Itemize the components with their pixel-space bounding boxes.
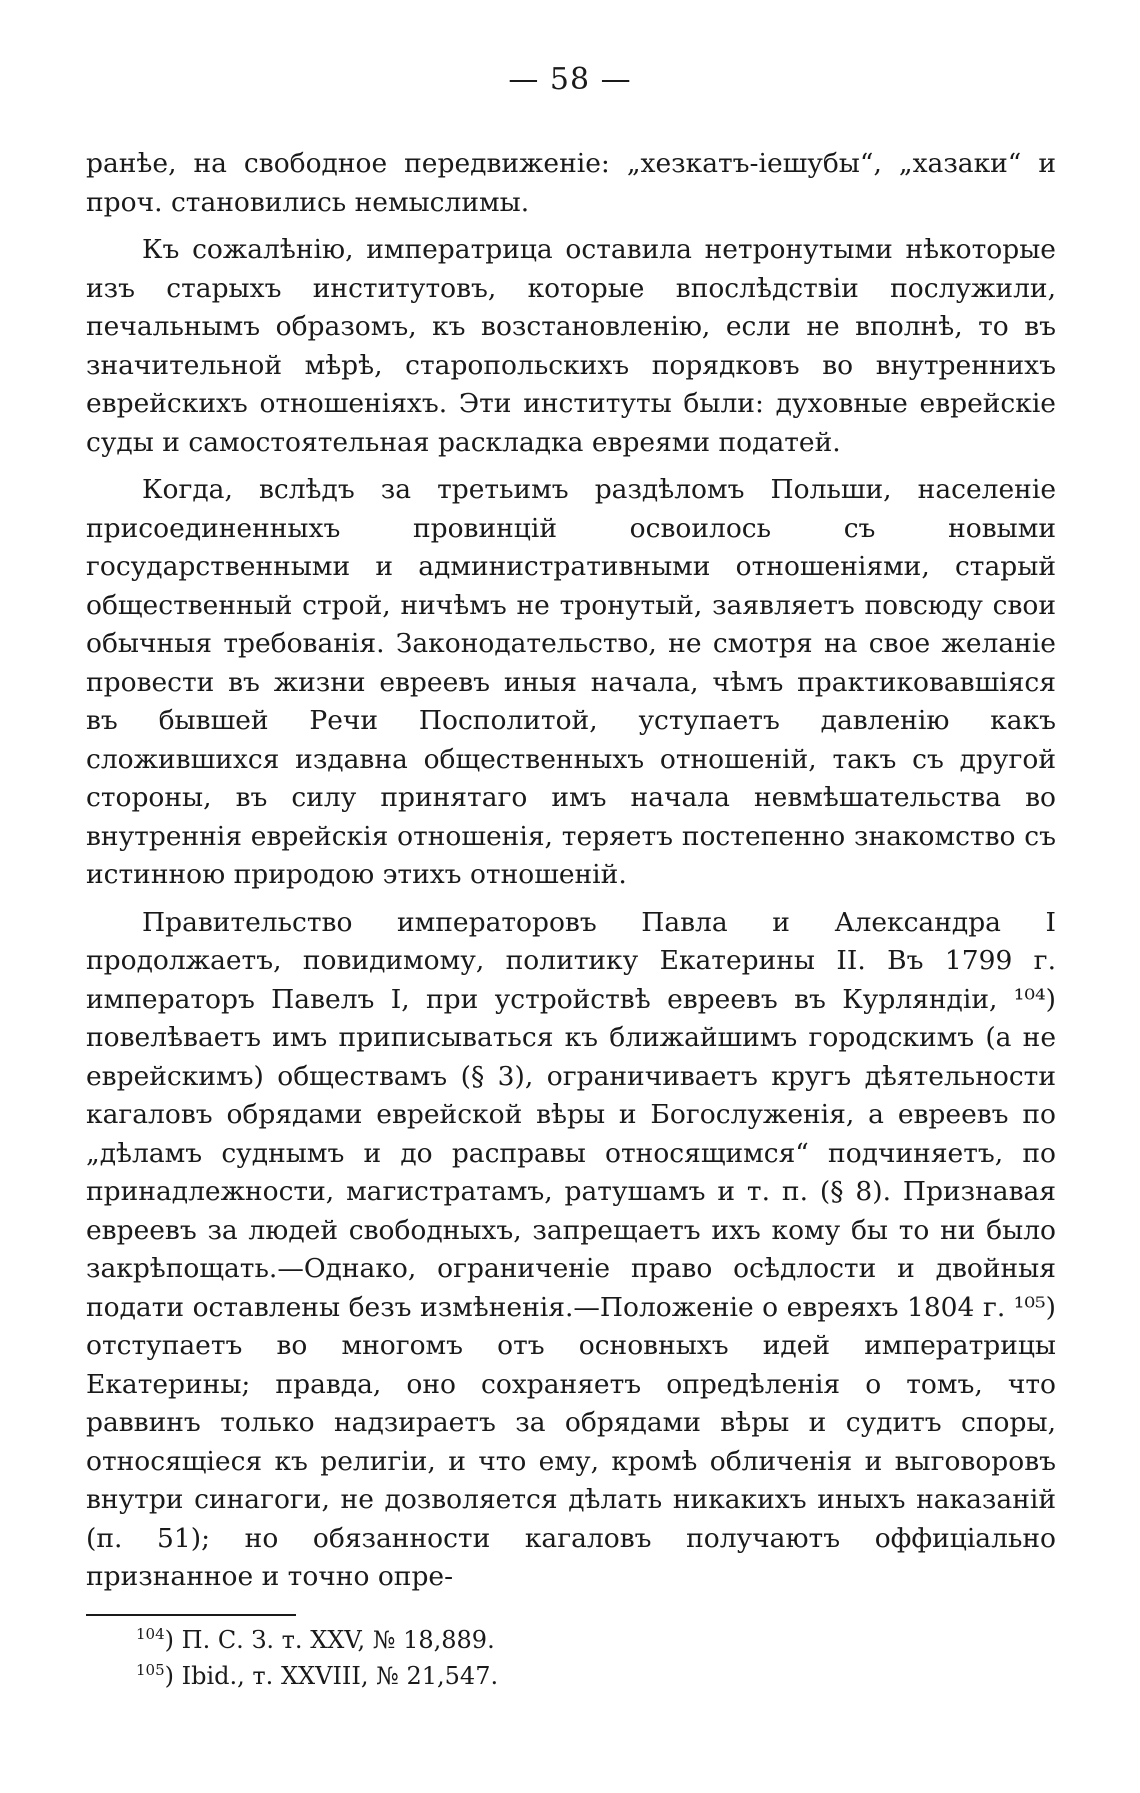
paragraph-3: Когда, вслѣдъ за третьимъ раздѣломъ Польши, населеніе присоединенныхъ провинцій освоилось съ новыми государственными и административными отношеніями, старый общественный строй, ничѣмъ не тронутый, заявляетъ повсюду свои обычныя требованія. Законодательство, не смотря на свое желаніе провести въ жизни евреевъ иныя начала, чѣмъ практиковавшіяся въ бывшей Речи Посполитой, уступаетъ давленію какъ сложившихся издавна общественныхъ отношеній, такъ съ другой стороны, въ силу принятаго имъ начала невмѣшательства во внутреннія еврейскія отношенія, теряетъ постепенно знакомство съ истинною природою этихъ отношеній. [86, 474, 1056, 890]
paragraph-4: Правительство императоровъ Павла и Александра I продолжаетъ, повидимому, политику Екатерины II. Въ 1799 г. императоръ Павелъ I, при устройствѣ евреевъ въ Курляндіи, ¹⁰⁴) повелѣваетъ имъ приписываться къ ближайшимъ городскимъ (а не еврейскимъ) обществамъ (§ 3), ограничиваетъ кругъ дѣятельности кагаловъ обрядами еврейской вѣры и Богослуженія, а евреевъ по „дѣламъ суднымъ и до расправы относящимся“ подчиняетъ, по принадлежности, магистратамъ, ратушамъ и т. п. (§ 8). Признавая евреевъ за людей свободныхъ, запрещаетъ ихъ кому бы то ни было закрѣпощать.—Однако, ограниченіе право осѣдлости и двойныя подати оставлены безъ измѣненія.—Положеніе о евреяхъ 1804 г. ¹⁰⁵) отступаетъ во многомъ отъ основныхъ идей императрицы Екатерины; правда, оно сохраняетъ опредѣленія о томъ, что раввинъ только надзираетъ за обрядами вѣры и судитъ споры, относящіеся къ религіи, и что ему, кромѣ обличенія и выговоровъ внутри синагоги, не дозволяется дѣлать никакихъ иныхъ наказаній (п. 51); но обязанности кагаловъ получаютъ оффиціально признанное и точно опре- [86, 906, 1056, 1592]
body-text [86, 145, 1056, 1606]
footnote-divider [86, 1614, 296, 1616]
footnote-text: ) П. С. З. т. XXV, № 18,889. [164, 1626, 495, 1654]
page-number: — 58 — [508, 62, 632, 97]
footnote-marker: 104 [136, 1625, 165, 1643]
footnote-105 [136, 1658, 1036, 1694]
footnote-text: ) Ibid., т. XXVIII, № 21,547. [164, 1662, 499, 1690]
paragraph-2: Къ сожалѣнію, императрица оставила нетронутыми нѣкоторые изъ старыхъ институтовъ, которые впослѣдствіи послужили, печальнымъ образомъ, къ возстановленію, если не вполнѣ, то въ значительной мѣрѣ, старопольскихъ порядковъ во внутреннихъ еврейскихъ отношеніяхъ. Эти институты были: духовные еврейскіе суды и самостоятельная раскладка евреями податей. [86, 234, 1056, 458]
paragraph-1: ранѣе, на свободное передвиженіе: „хезкатъ-іешубы“, „хазаки“ и проч. становились немыслимы. [86, 148, 1056, 218]
footnote-marker: 105 [136, 1661, 165, 1679]
footnote-104 [136, 1622, 1036, 1658]
footnotes [136, 1622, 1036, 1694]
